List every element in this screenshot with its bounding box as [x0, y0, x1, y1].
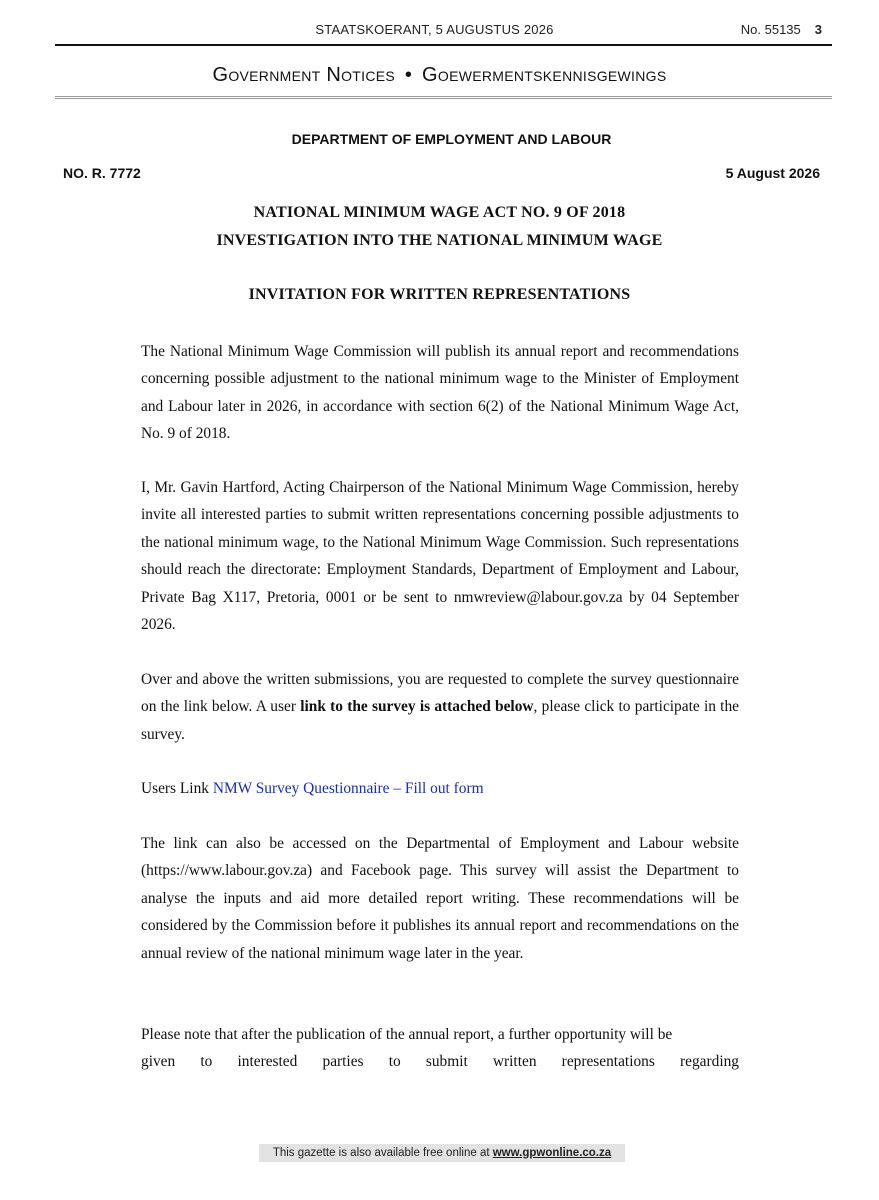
survey-request-text-start: Over and above the written submissions, you are requested to complete the survey questionnaire on the link below. A user [141, 671, 739, 716]
section-title-afrikaans: Goewermentskennisgewings [422, 64, 667, 86]
act-heading: NATIONAL MINIMUM WAGE ACT NO. 9 OF 2018 [253, 204, 626, 221]
issue-number-text: No. 55135 [740, 22, 801, 37]
survey-link[interactable]: NMW Survey Questionnaire – Fill out form [212, 780, 484, 797]
paragraph-website-access: The link can also be accessed on the Departmental of Employment and Labour website (https://www.labour.gov.za) and Facebook page. This survey will assist the Department to analyse the inputs and aid more detailed report writing. These recommendations will be considered by the Commission before it publishes its annual report and recommendations on the annual review of the national minimum wage later in the year. [141, 835, 739, 962]
section-rule [55, 96, 832, 101]
gazette-footer [259, 1144, 625, 1162]
paragraph-survey-request [141, 666, 739, 748]
further-opportunity-last-line: given to interested parties to submit written representations regarding [141, 1053, 739, 1071]
notice-number: NO. R. 7772 [63, 165, 141, 181]
section-title-separator: • [404, 64, 413, 86]
paragraph-invitation: I, Mr. Gavin Hartford, Acting Chairperson of the National Minimum Wage Commission, hereby invite all interested parties to submit written representations concerning possible adjustments to the national minimum wage, to the National Minimum Wage Commission. Such representations should reach the directorate: Employment Standards, Department of Employment and Labour, Private Bag X117, Pretoria, 0001 or be sent to nmwreview@labour.gov.za by 04 September 2026. [141, 479, 739, 634]
footer-text: This gazette is also available free online at [272, 1147, 493, 1159]
paragraph-commission-report: The National Minimum Wage Commission will publish its annual report and recommendations concerning possible adjustment to the national minimum wage to the Minister of Employment and Labour later in 2026, in accordance with section 6(2) of the National Minimum Wage Act, No. 9 of 2018. [141, 343, 739, 443]
investigation-heading: INVESTIGATION INTO THE NATIONAL MINIMUM WAGE [216, 232, 663, 249]
users-link-label: Users Link [141, 780, 213, 797]
paragraph-users-link [141, 775, 739, 802]
paragraph-further-opportunity [141, 1021, 739, 1076]
issue-number [741, 22, 822, 37]
gazette-title: STAATSKOERANT, 5 AUGUSTUS 2026 [315, 22, 554, 37]
invitation-heading: INVITATION FOR WRITTEN REPRESENTATIONS [248, 286, 631, 303]
running-header [55, 22, 832, 42]
section-title-english: Government Notices [212, 64, 396, 86]
survey-request-emphasis: link to the survey is attached below [300, 698, 534, 716]
department-name: DEPARTMENT OF EMPLOYMENT AND LABOUR [291, 131, 612, 147]
survey-request-text-end: , please click to participate in the survey. [141, 698, 739, 743]
further-opportunity-text: Please note that after the publication of the annual report, a further opportunity will be [141, 1026, 673, 1043]
gpwonline-link[interactable]: www.gpwonline.co.za [492, 1147, 612, 1159]
header-rule [55, 44, 832, 46]
notice-date: 5 August 2026 [725, 165, 820, 181]
page-number: 3 [814, 22, 822, 37]
section-title [0, 64, 879, 87]
